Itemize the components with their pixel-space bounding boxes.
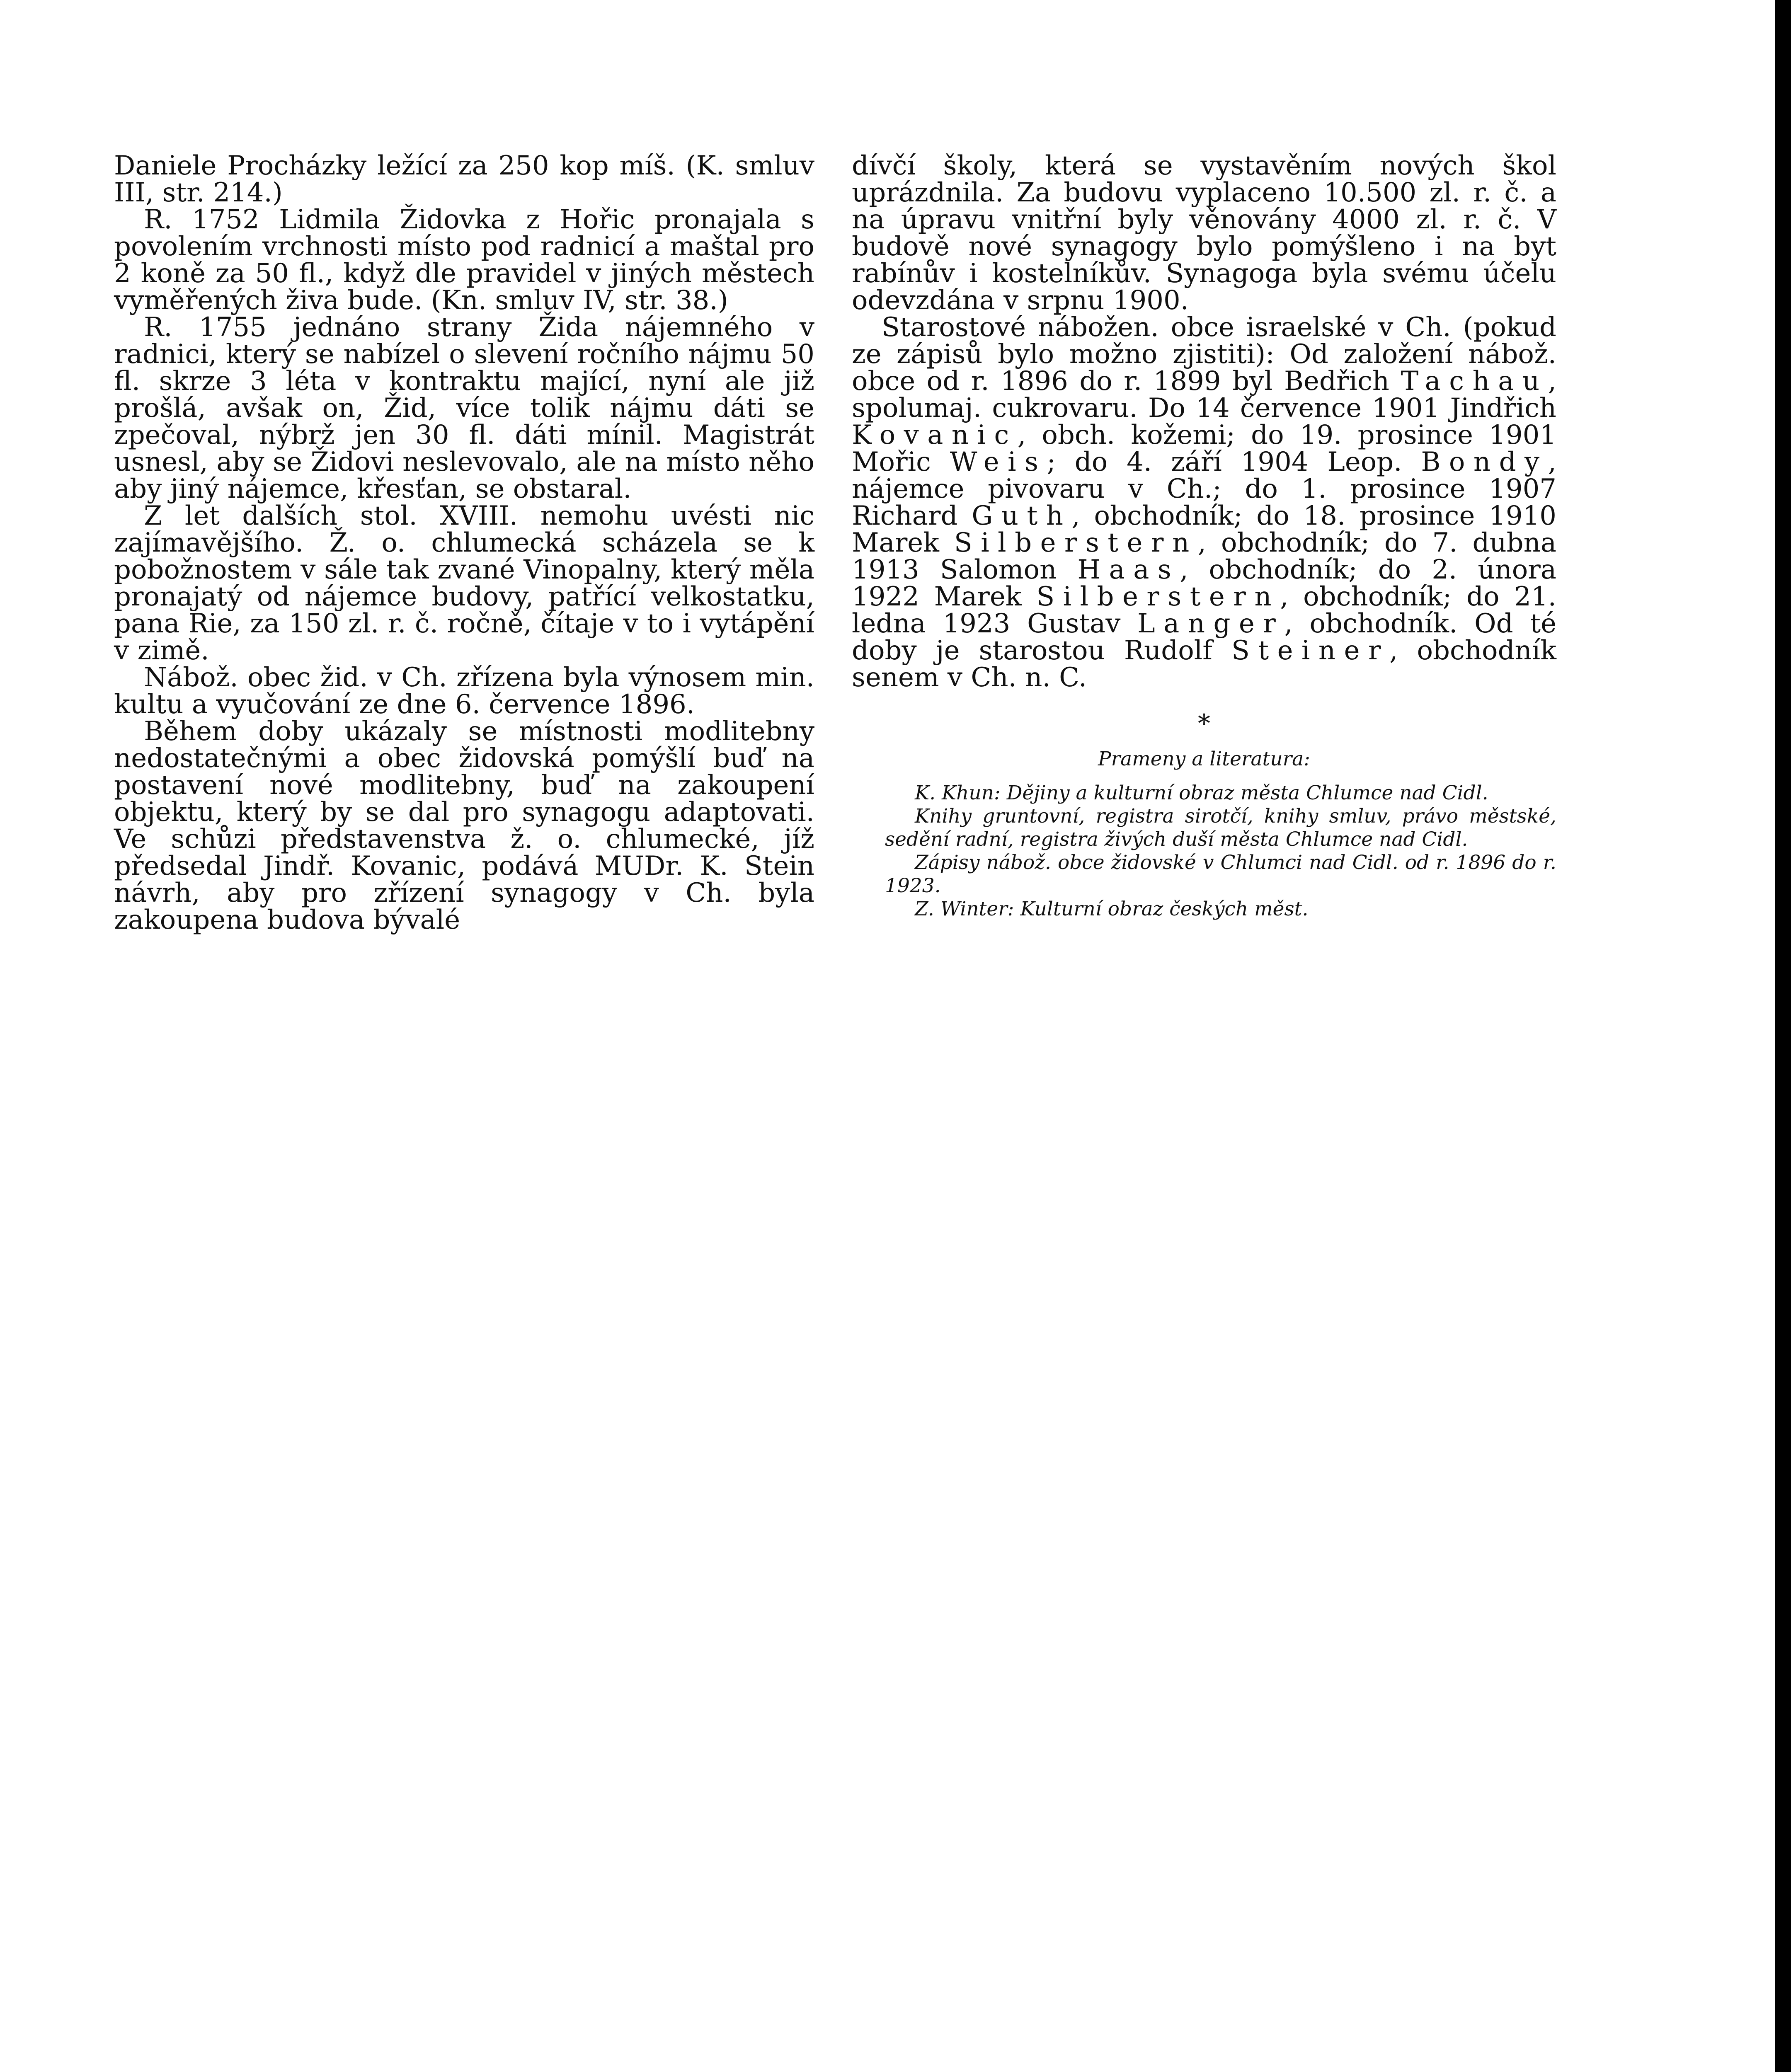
text-run: , obchodník; do 7. dubna 1913 Salomon	[852, 528, 1557, 585]
mayors-paragraph	[852, 314, 1556, 691]
source-entry: K. Khun: Dějiny a kulturní obraz města Chlumce nad Cidl.	[915, 782, 1488, 804]
spaced-name: Weis	[950, 447, 1047, 477]
right-text-column	[852, 152, 1556, 921]
paragraph: Z let dalších stol. XVIII. nemohu uvésti nic zajímavějšího. Ž. o. chlumecká scházela se k pobožnostem v sále tak zvané Vinopalny, který měla pronajatý od nájemce budovy, patřící velkostatku, pana Rie, za 150 zl. r. č. ročně, čítaje v to i vytápění v zimě.	[114, 501, 814, 666]
spaced-name: Bondy	[1421, 447, 1548, 477]
spaced-name: Tachau	[1401, 366, 1548, 397]
text-run: , obchodník; do 21. ledna 1923 Gustav	[852, 581, 1557, 639]
text-run: , obchodník senem v Ch. n. C.	[852, 635, 1557, 693]
sources-heading: Prameny a literatura:	[1098, 748, 1310, 770]
text-run: , obchodník. Od té doby je starostou Rudolf	[852, 608, 1557, 666]
source-entry: Z. Winter: Kulturní obraz českých měst.	[915, 898, 1309, 920]
spaced-name: Kovanic	[852, 420, 1018, 450]
text-run: , obchodník; do 2. února 1922 Marek	[852, 554, 1557, 612]
left-text-column	[114, 152, 814, 934]
text-run: ; do 4. září 1904 Leop.	[1047, 447, 1421, 477]
spaced-name: Langer	[1137, 608, 1284, 639]
text-run: , obch. kožemi; do 19. prosince 1901 Mořic	[852, 420, 1556, 477]
text-run: , obchodník; do 18. prosince 1910 Marek	[852, 501, 1557, 558]
source-entry: Zápisy nábož. obce židovské v Chlumci nad Cidl. od r. 1896 do r. 1923.	[885, 851, 1556, 897]
section-separator: *	[1198, 709, 1210, 738]
spaced-name: Silberstern	[1036, 581, 1280, 612]
paragraph: dívčí školy, která se vystavěním nových škol uprázdnila. Za budovu vyplaceno 10.500 zl. r. č. a na úpravu vnitřní byly věnovány 4000 zl. r. č. V budově nové synagogy bylo pomýšleno i na byt rabínův i kostelníkův. Synagoga byla svému účelu odevzdána v srpnu 1900.	[852, 150, 1556, 316]
paragraph: R. 1755 jednáno strany Žida nájemného v radnici, který se nabízel o slevení ročního nájmu 50 fl. skrze 3 léta v kontraktu mající, nyní ale již prošlá, avšak on, Žid, více tolik nájmu dáti se zpečoval, nýbrž jen 30 fl. dáti mínil. Magistrát usnesl, aby se Židovi neslevovalo, ale na místo něho aby jiný nájemce, křesťan, se obstaral.	[114, 312, 814, 504]
source-entry: Knihy gruntovní, registra sirotčí, knihy smluv, právo městské, sedění radní, registra živých duší města Chlumce nad Cidl.	[885, 805, 1556, 851]
spaced-name: Silberstern	[954, 528, 1198, 558]
paragraph: Nábož. obec žid. v Ch. zřízena byla výnosem min. kultu a vyučování ze dne 6. července 1896.	[114, 662, 814, 720]
text-run: Starostové nábožen. obce israelské v Ch. (pokud ze zápisů bylo možno zjistiti): Od založení nábož. obce od r. 1896 do r. 1899 byl Bedřich	[852, 312, 1556, 397]
paragraph: Během doby ukázaly se místnosti modlitebny nedostatečnými a obec židovská pomýšlí buď na postavení nové modlitebny, buď na zakoupení objektu, který by se dal pro synagogu adaptovati. Ve schůzi představenstva ž. o. chlumecké, jíž předsedal Jindř. Kovanic, podává MUDr. K. Stein návrh, aby pro zřízení synagogy v Ch. byla zakoupena budova bývalé	[114, 716, 814, 935]
text-run: , spolumaj. cukrovaru. Do 14 července 1901 Jindřich	[852, 366, 1556, 424]
paragraph: R. 1752 Lidmila Židovka z Hořic pronajala s povolením vrchnosti místo pod radnicí a maštal pro 2 koně za 50 fl., když dle pravidel v jiných městech vyměřených živa bude. (Kn. smluv IV, str. 38.)	[114, 204, 814, 316]
spaced-name: Haas	[1077, 554, 1180, 585]
spaced-name: Steiner	[1231, 635, 1390, 666]
paragraph: Daniele Procházky ležící za 250 kop míš. (K. smluv III, str. 214.)	[114, 150, 814, 208]
spaced-name: Guth	[972, 501, 1072, 531]
text-run: , nájemce pivovaru v Ch.; do 1. prosince 1907 Richard	[852, 447, 1557, 531]
